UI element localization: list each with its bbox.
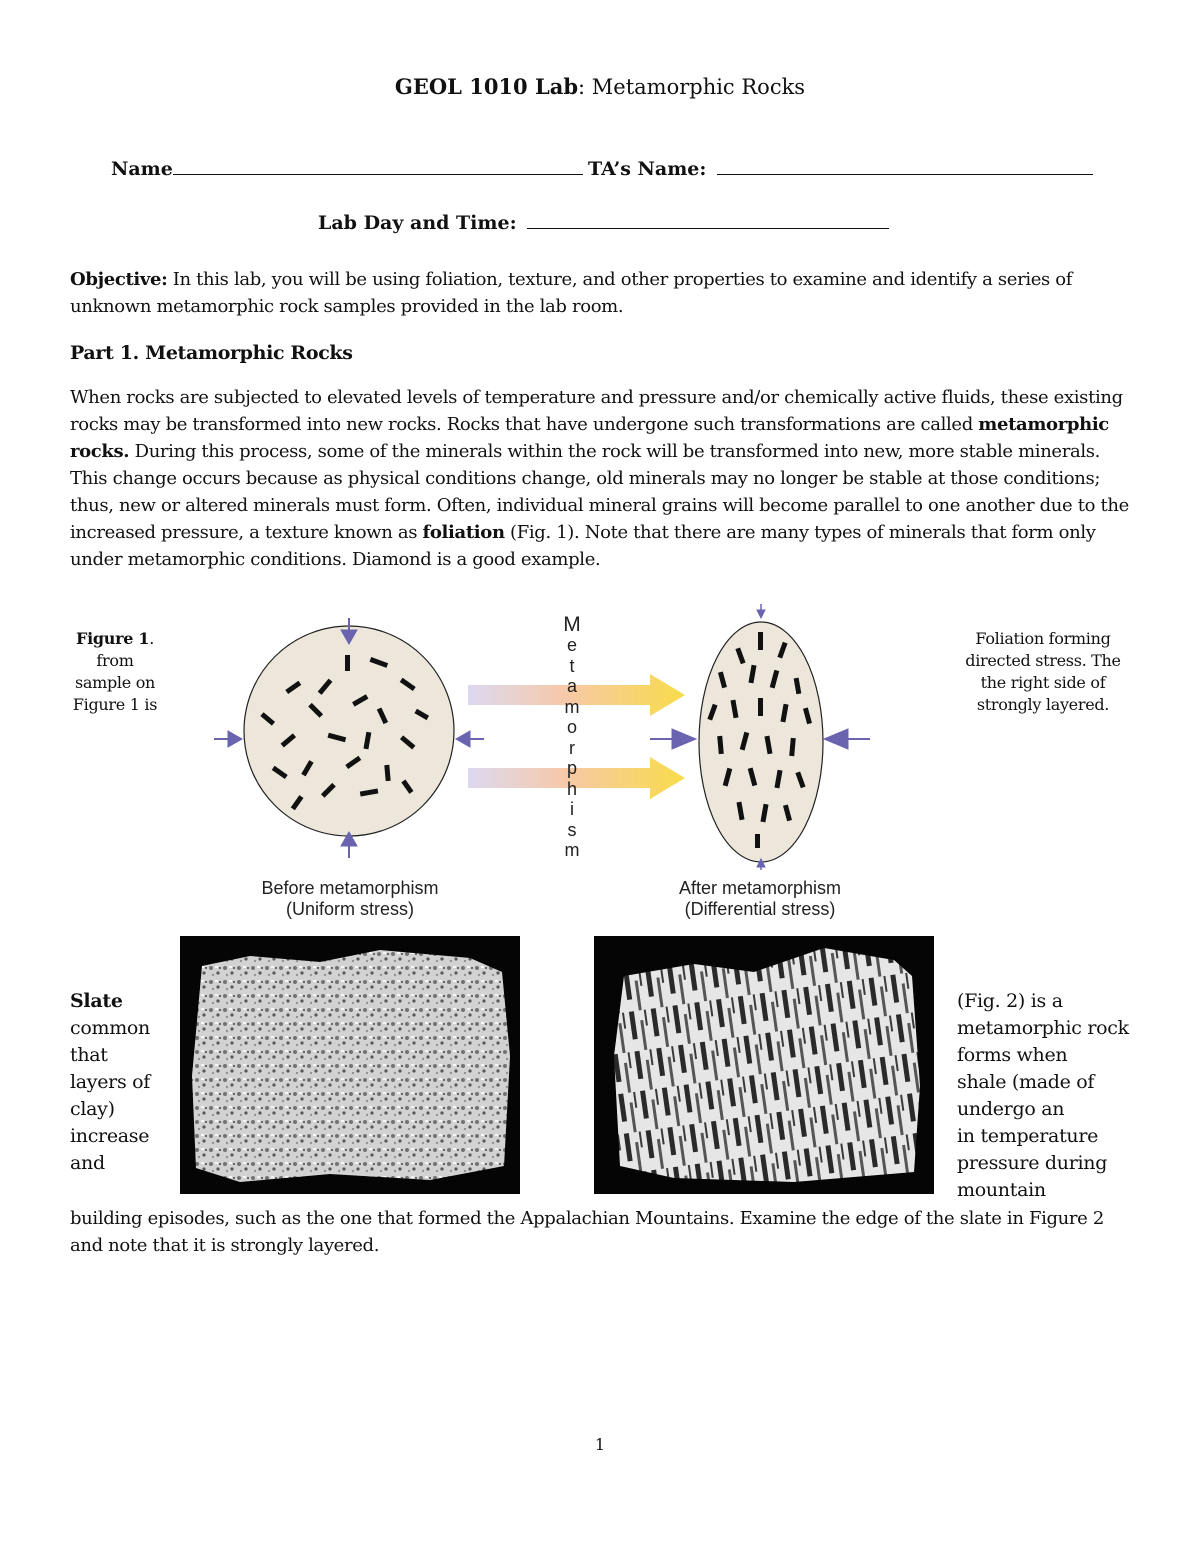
ta-label: TA’s Name: [588, 158, 707, 180]
metamorphism-diagram [210, 600, 890, 870]
before-rock-circle [244, 626, 454, 836]
metamorphism-letter: r [569, 737, 575, 758]
slate-right-column [957, 988, 1147, 1204]
figure1-right-caption [958, 628, 1128, 716]
metamorphism-letter: M [563, 613, 581, 636]
slate-closing-paragraph: building episodes, such as the one that formed the Appalachian Mountains. Examine the edge of the slate in Figure 2 and note that it is strongly layered. [70, 1208, 1104, 1256]
after-title: After metamorphism [678, 878, 842, 898]
objective-text: In this lab, you will be using foliation, texture, and other properties to examine and identify a series of unknown metamorphic rock samples provided in the lab room. [70, 269, 1073, 317]
term-metamorphic-rocks: metamorphic rocks. [70, 414, 1109, 462]
slate-left-line: that [70, 1044, 108, 1066]
part1-text-1: When rocks are subjected to elevated levels of temperature and pressure and/or chemically active fluids, these existing rocks may be transformed into new rocks. Rocks that have undergone such transformations are called [70, 387, 1123, 435]
slate-right-line: metamorphic rock [957, 1017, 1129, 1039]
rock-photo-granite [180, 936, 520, 1194]
metamorphism-letter: m [564, 696, 580, 717]
slate-term: Slate [70, 990, 123, 1012]
name-row [111, 158, 583, 180]
after-rock-ellipse [699, 622, 823, 862]
metamorphism-letter: m [564, 840, 580, 860]
slate-right-line: shale (made of [957, 1071, 1095, 1093]
part1-heading: Part 1. Metamorphic Rocks [70, 342, 353, 364]
slate-right-line: mountain [957, 1179, 1046, 1201]
metamorphism-letter: i [570, 799, 574, 819]
slate-left-line: common [70, 1017, 150, 1039]
gneiss-rock-image [594, 936, 934, 1194]
lab-day-field[interactable] [527, 228, 889, 229]
ta-row [588, 158, 1093, 180]
slate-left-line: increase [70, 1125, 150, 1147]
lab-day-row [318, 212, 889, 234]
slate-right-line: (Fig. 2) is a [957, 990, 1063, 1012]
title-course: GEOL 1010 Lab [394, 74, 579, 99]
after-label [610, 878, 910, 920]
part1-text-2: During this process, some of the minerals within the rock will be transformed into new, more stable minerals. This change occurs because as physical conditions change, old minerals may no longer be stable at those conditions; thus, new or altered minerals must form. Often, individual mineral grains will become parallel to one another due to the increased pressure, a texture known as [70, 441, 1129, 543]
metamorphism-letter: t [569, 655, 575, 676]
slate-right-line: undergo an [957, 1098, 1065, 1120]
slate-right-line: forms when [957, 1044, 1068, 1066]
metamorphism-letter: e [566, 635, 577, 655]
figure1-left-line: sample on [74, 673, 156, 692]
objective-label: Objective: [70, 269, 168, 290]
metamorphism-letter: o [566, 717, 577, 737]
part1-paragraph [70, 384, 1130, 573]
before-label [200, 878, 500, 920]
lab-day-label: Lab Day and Time: [318, 212, 517, 234]
figure1-left-line: Figure 1 is [72, 695, 158, 714]
page-number: 1 [594, 1435, 606, 1454]
slate-left-column [70, 988, 170, 1177]
before-subtitle: (Uniform stress) [285, 899, 414, 919]
figure1-right-line: the right side of [980, 673, 1106, 692]
name-label: Name [111, 158, 173, 180]
figure1-left-caption [60, 628, 170, 716]
granite-rock-image [180, 936, 520, 1194]
term-foliation: foliation [422, 522, 505, 543]
title-topic: : Metamorphic Rocks [578, 75, 806, 99]
metamorphism-letter: h [566, 778, 577, 799]
figure1-left-line: from [96, 651, 134, 670]
metamorphism-letter: a [566, 676, 577, 696]
figure1-right-line: Foliation forming [975, 629, 1111, 648]
metamorphism-vertical-label [562, 614, 582, 861]
objective-paragraph [70, 266, 1130, 320]
figure1-label: Figure 1 [76, 629, 150, 648]
ta-field[interactable] [717, 174, 1093, 175]
figure1-right-line: strongly layered. [976, 695, 1110, 714]
slate-left-line: clay) [70, 1098, 115, 1120]
slate-left-line: and [70, 1152, 105, 1174]
slate-left-line: layers of [70, 1071, 151, 1093]
before-title: Before metamorphism [261, 878, 439, 898]
part1-text-3: (Fig. 1). Note that there are many types of minerals that form only under metamorphic conditions. Diamond is a good example. [70, 522, 1096, 570]
figure1-label-period: . [149, 629, 154, 648]
metamorphism-letter: p [566, 758, 577, 778]
rock-photo-gneiss [594, 936, 934, 1194]
after-subtitle: (Differential stress) [684, 899, 836, 919]
figure1-right-line: directed stress. The [965, 651, 1121, 670]
page-title [0, 74, 1200, 99]
slate-right-line: pressure during [957, 1152, 1108, 1174]
name-field[interactable] [173, 174, 583, 175]
metamorphism-letter: s [567, 819, 577, 840]
slate-right-line: in temperature [957, 1125, 1099, 1147]
